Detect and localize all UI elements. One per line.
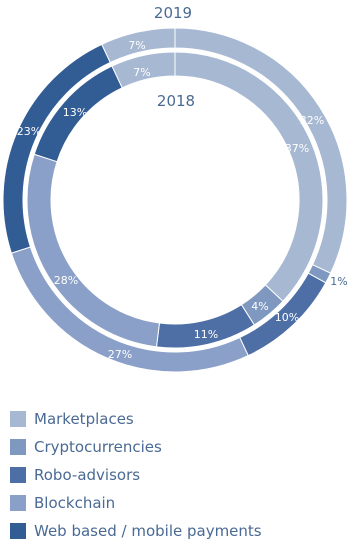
legend-swatch: [10, 411, 26, 427]
legend-swatch: [10, 467, 26, 483]
pct-label-2018-2: 11%: [193, 328, 219, 341]
pct-label-2019-3: 27%: [107, 348, 133, 361]
pct-label-2019-5: 7%: [128, 39, 146, 52]
pct-label-2019-2: 10%: [274, 311, 300, 324]
legend-swatch: [10, 523, 26, 539]
legend-label: Marketplaces: [34, 410, 134, 428]
legend-item: [10, 489, 262, 517]
pct-label-2018-0: 37%: [284, 142, 310, 155]
pct-label-2018-5: 7%: [133, 66, 151, 79]
pct-label-2019-4: 23%: [16, 125, 42, 138]
outer-ring-label: 2019: [153, 4, 193, 22]
legend-label: Cryptocurrencies: [34, 438, 162, 456]
inner-ring-label: 2018: [156, 92, 196, 110]
legend-item: [10, 405, 262, 433]
legend-label: Robo-advisors: [34, 466, 141, 484]
legend-item: [10, 461, 262, 489]
slice-2018-blockchain-3: [27, 154, 159, 347]
pct-label-2019-1: 1%: [330, 275, 348, 288]
pct-label-2018-1: 4%: [251, 300, 269, 313]
legend: [10, 405, 262, 545]
legend-label: Blockchain: [34, 494, 116, 512]
legend-swatch: [10, 439, 26, 455]
pct-label-2018-3: 28%: [53, 274, 79, 287]
legend-item: [10, 433, 262, 461]
legend-item: [10, 517, 262, 545]
pct-label-2018-4: 13%: [62, 106, 88, 119]
legend-label: Web based / mobile payments: [34, 522, 262, 540]
legend-swatch: [10, 495, 26, 511]
pct-label-2019-0: 32%: [299, 114, 325, 127]
